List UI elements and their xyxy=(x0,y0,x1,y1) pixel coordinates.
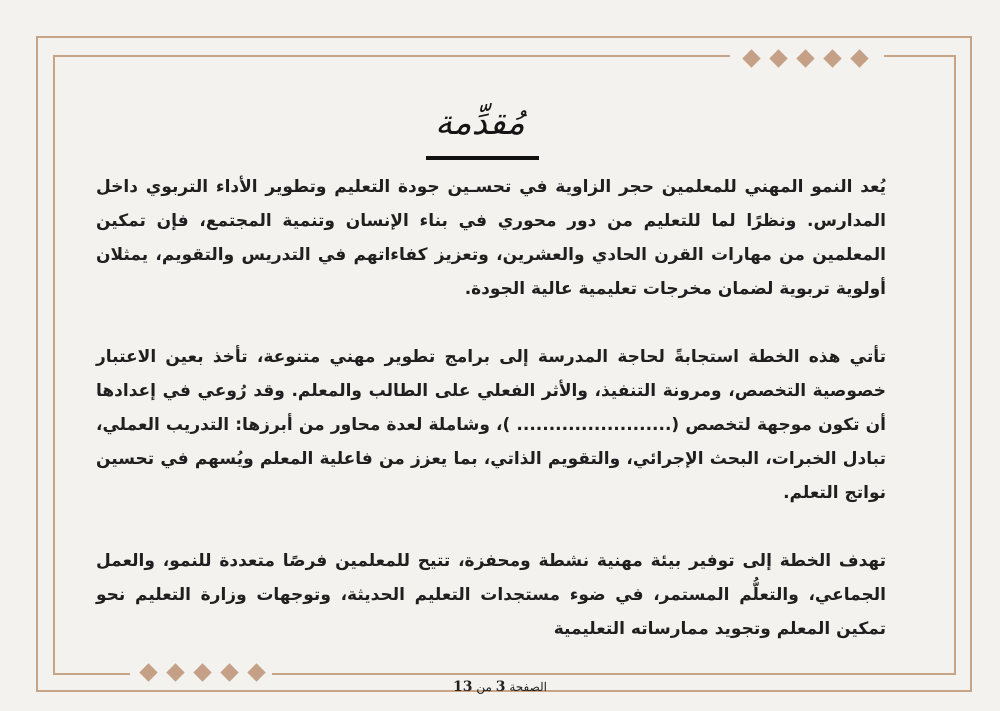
page-label: الصفحة xyxy=(509,680,547,694)
intro-content xyxy=(96,170,886,646)
diamond-icon xyxy=(742,49,760,67)
page-title: مُقدِّمة xyxy=(435,103,525,143)
of-label: من xyxy=(476,680,492,694)
intro-paragraph-3: تهدف الخطة إلى توفير بيئة مهنية نشطة ومحفزة، تتيح للمعلمين فرصًا متعددة للنمو، والعمل الجماعي، والتعلُّم المستمر، في ضوء مستجدات التعليم الحديثة، وتوجهات وزارة التعليم نحو تمكين المعلم وتجويد ممارساته التعليمية xyxy=(96,551,886,639)
page-number: 3 xyxy=(495,679,506,695)
intro-paragraph-2: تأتي هذه الخطة استجابةً لحاجة المدرسة إلى برامج تطوير مهني متنوعة، تأخذ بعين الاعتبار خصوصية التخصص، ومرونة التنفيذ، والأثر الفعلي على الطالب والمعلم. وقد رُوعي في إعدادها أن تكون موجهة لتخصص (........................ )، وشاملة لعدة محاور من أبرزها: التدريب العملي، تبادل الخبرات، البحث الإجرائي، والتقويم الذاتي، بما يعزز من فاعلية المعلم ويُسهم في تحسين نواتج التعلم. xyxy=(96,347,886,503)
page-footer xyxy=(0,679,1000,695)
diamond-icon xyxy=(850,49,868,67)
intro-paragraph-1: يُعد النمو المهني للمعلمين حجر الزاوية في تحسـين جودة التعليم وتطوير الأداء التربوي داخل المدارس. ونظرًا لما للتعليم من دور محوري في بناء الإنسان وتنمية المجتمع، فإن تمكين المعلمين من مهارات القرن الحادي والعشرين، وتعزيز كفاءاتهم في التدريس والتقويم، يمثلان أولوية تربوية لضمان مخرجات تعليمية عالية الجودة. xyxy=(96,177,886,299)
diamond-icon xyxy=(823,49,841,67)
diamond-icon xyxy=(796,49,814,67)
title-underline xyxy=(426,156,539,160)
total-pages: 13 xyxy=(453,679,473,695)
decorative-diamonds-top xyxy=(741,48,870,69)
diamond-icon xyxy=(769,49,787,67)
